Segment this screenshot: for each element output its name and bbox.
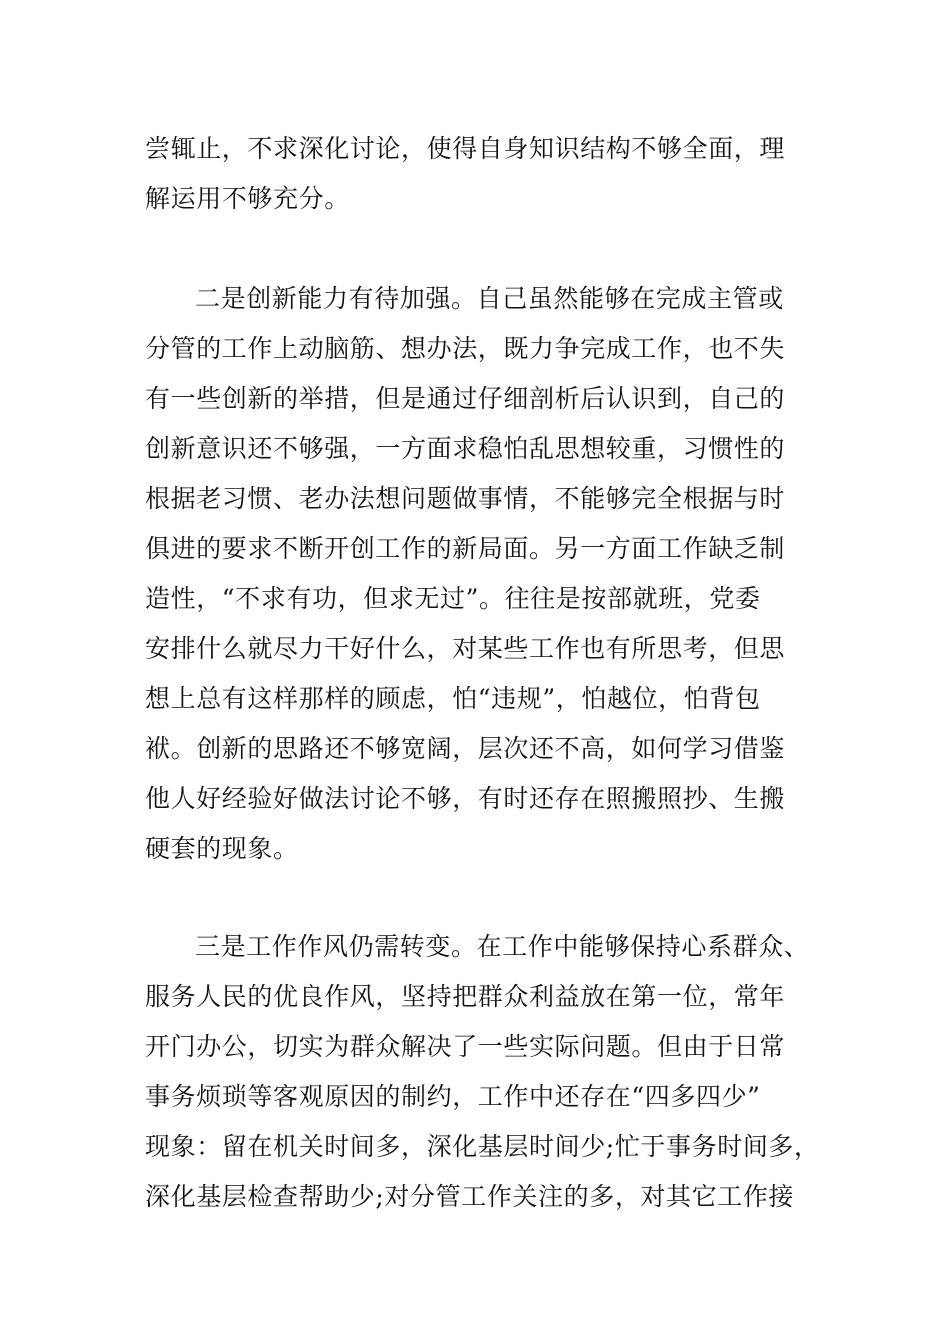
paragraph-2-line-11: 他人好经验好做法讨论不够，有时还存在照搬照抄、生搬 xyxy=(145,784,786,813)
paragraph-2-line-7: 造性，“不求有功，但求无过”。往往是按部就班，党委 xyxy=(145,584,761,613)
paragraph-2-line-10: 袱。创新的思路还不够宽阔，层次还不高，如何学习借鉴 xyxy=(145,734,786,763)
paragraph-3-line-2: 服务人民的优良作风，坚持把群众利益放在第一位，常年 xyxy=(145,982,786,1011)
paragraph-1-line-1: 尝辄止，不求深化讨论，使得自身知识结构不够全面，理 xyxy=(145,134,786,163)
paragraph-2-line-3: 有一些创新的举措，但是通过仔细剖析后认识到，自己的 xyxy=(145,384,786,413)
paragraph-2-line-5: 根据老习惯、老办法想问题做事情，不能够完全根据与时 xyxy=(145,484,786,513)
paragraph-3-line-5: 现象：留在机关时间多，深化基层时间少;忙于事务时间多， xyxy=(145,1132,820,1161)
paragraph-2-line-8: 安排什么就尽力干好什么，对某些工作也有所思考，但思 xyxy=(145,634,786,663)
paragraph-3-line-6: 深化基层检查帮助少;对分管工作关注的多，对其它工作接 xyxy=(145,1182,795,1211)
paragraph-2-line-4: 创新意识还不够强，一方面求稳怕乱思想较重，习惯性的 xyxy=(145,434,786,463)
paragraph-1-line-2: 解运用不够充分。 xyxy=(145,184,350,213)
paragraph-3-line-1: 三是工作作风仍需转变。在工作中能够保持心系群众、 xyxy=(195,932,810,961)
paragraph-2-line-9: 想上总有这样那样的顾虑，怕“违规”，怕越位，怕背包 xyxy=(145,684,761,713)
paragraph-2-line-1: 二是创新能力有待加强。自己虽然能够在完成主管或 xyxy=(195,284,784,313)
paragraph-2-line-2: 分管的工作上动脑筋、想办法，既力争完成工作，也不失 xyxy=(145,334,786,363)
paragraph-3-line-3: 开门办公，切实为群众解决了一些实际问题。但由于日常 xyxy=(145,1032,786,1061)
paragraph-3-line-4: 事务烦琐等客观原因的制约，工作中还存在“四多四少” xyxy=(145,1082,761,1111)
paragraph-2-line-12: 硬套的现象。 xyxy=(145,834,299,863)
paragraph-2-line-6: 俱进的要求不断开创工作的新局面。另一方面工作缺乏制 xyxy=(145,534,786,563)
